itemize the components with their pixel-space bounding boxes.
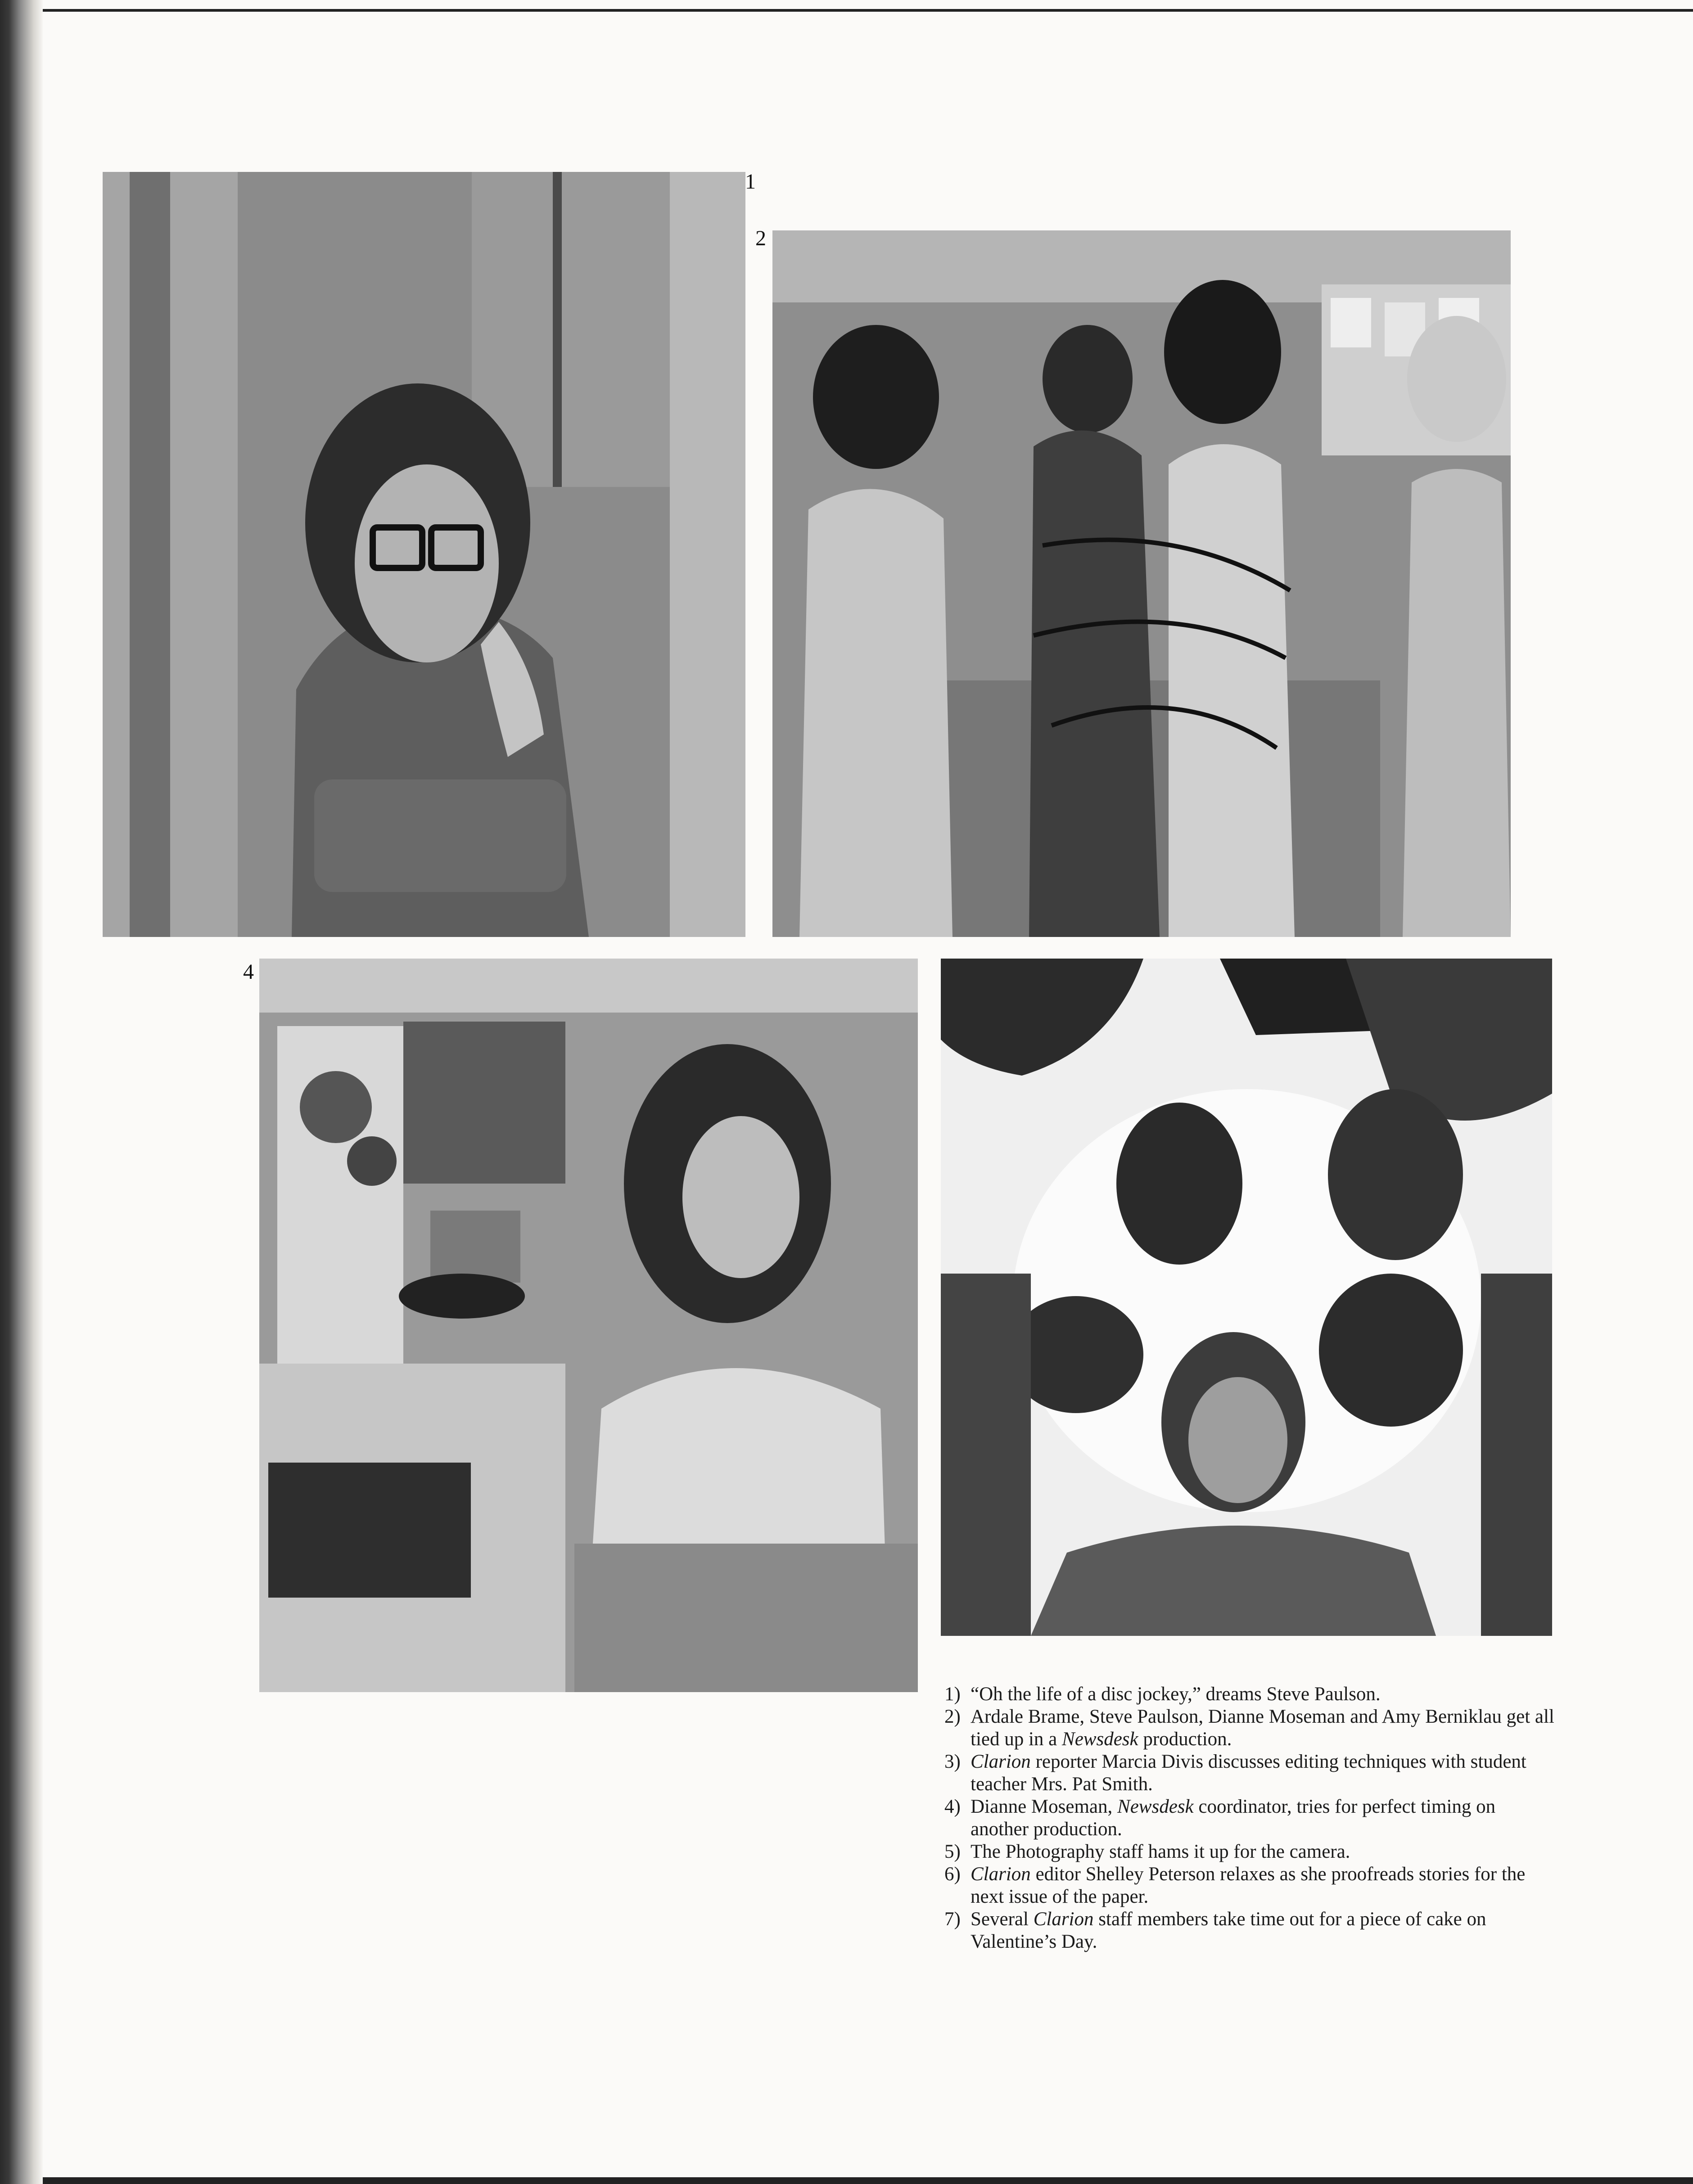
- caption-1: [944, 1683, 1557, 1706]
- photo-photography-staff: [941, 959, 1552, 1636]
- caption-text: Several: [971, 1909, 1034, 1930]
- caption-4: [944, 1796, 1557, 1841]
- page-top-edge: [43, 9, 1693, 12]
- photo-number-2: 2: [755, 226, 766, 250]
- caption-text-end: coordinator, tries for perfect timing on another production.: [971, 1796, 1496, 1840]
- caption-text-end: staff members take time out for a piece of cake on Valentine’s Day.: [971, 1909, 1486, 1952]
- caption-number: 3): [944, 1751, 961, 1772]
- caption-text: Ardale Brame, Steve Paulson, Dianne Moseman and Amy Berniklau get all tied up in a: [971, 1706, 1554, 1750]
- page-bottom-edge: [43, 2177, 1693, 2184]
- photo-number-4: 4: [243, 960, 254, 984]
- caption-number: 7): [944, 1909, 961, 1930]
- caption-italic: Clarion: [971, 1751, 1031, 1772]
- photo-number-1: 1: [745, 170, 756, 194]
- caption-6: [944, 1863, 1557, 1908]
- photo-newsdesk-coordinator: [259, 959, 918, 1692]
- caption-number: 4): [944, 1796, 961, 1817]
- caption-number: 1): [944, 1684, 961, 1705]
- caption-italic: Newsdesk: [1117, 1796, 1194, 1817]
- caption-text-end: reporter Marcia Divis discusses editing techniques with student teacher Mrs. Pat Smith.: [971, 1751, 1526, 1795]
- photo-newsdesk-tangle: [772, 230, 1511, 937]
- photo-captions: [944, 1683, 1557, 1953]
- caption-text: Dianne Moseman,: [971, 1796, 1118, 1817]
- caption-2: [944, 1706, 1557, 1751]
- caption-number: 5): [944, 1841, 961, 1862]
- caption-number: 6): [944, 1864, 961, 1885]
- caption-7: [944, 1908, 1557, 1953]
- caption-italic: Newsdesk: [1062, 1729, 1138, 1750]
- book-binding-edge: [0, 0, 43, 2184]
- photo-disc-jockey: [103, 172, 745, 937]
- caption-5: [944, 1841, 1557, 1863]
- caption-text: The Photography staff hams it up for the camera.: [971, 1841, 1350, 1862]
- caption-text-end: production.: [1138, 1729, 1232, 1750]
- caption-italic: Clarion: [1033, 1909, 1094, 1930]
- caption-text: “Oh the life of a disc jockey,” dreams Steve Paulson.: [971, 1684, 1381, 1705]
- caption-3: [944, 1751, 1557, 1796]
- caption-italic: Clarion: [971, 1864, 1031, 1885]
- caption-number: 2): [944, 1706, 961, 1727]
- caption-text-end: editor Shelley Peterson relaxes as she proofreads stories for the next issue of the paper.: [971, 1864, 1526, 1907]
